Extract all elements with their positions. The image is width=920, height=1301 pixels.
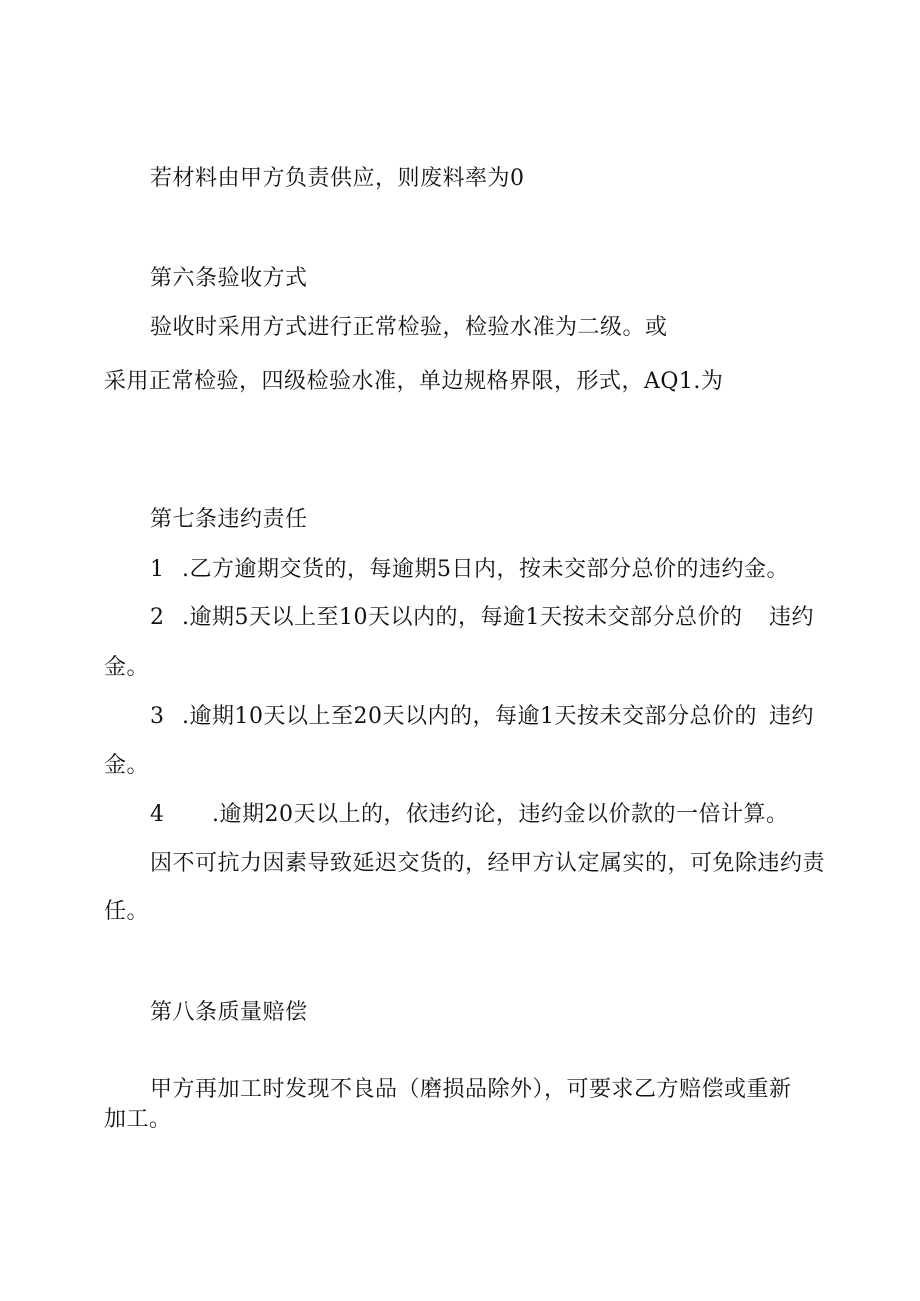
force-majeure-line-1: 因不可抗力因素导致延迟交货的，经甲方认定属实的，可免除违约责 [150,851,826,876]
item-1-number: 1 [150,557,165,582]
item-1-text: .乙方逾期交货的，每逾期5日内，按未交部分总价的违约金。 [182,557,789,582]
item-4-text: .逾期20天以上的，依违约论，违约金以价款的一倍计算。 [212,802,789,827]
item-3-number: 3 [150,704,165,729]
article-8-line-1: 甲方再加工时发现不良品（磨损品除外），可要求乙方赔偿或重新 [150,1077,792,1102]
item-2-text: .逾期5天以上至10天以内的，每逾1天按未交部分总价的 [182,605,743,630]
item-3 [150,702,757,732]
item-3-text: .逾期10天以上至20天以内的，每逾1天按未交部分总价的 [182,704,757,729]
force-majeure-line-2: 任。 [104,899,150,924]
article-7-heading: 第七条违约责任 [150,507,308,532]
item-2-number: 2 [150,605,165,630]
item-2-continuation: 金。 [104,655,150,680]
article-8-line-2: 加工。 [104,1107,172,1132]
paragraph-scrap-rate: 若材料由甲方负责供应，则废料率为0 [150,166,525,191]
item-4-number: 4 [150,802,165,827]
item-1 [150,555,789,585]
article-6-line-1: 验收时采用方式进行正常检验，检验水准为二级。或 [150,315,668,340]
item-3-continuation: 金。 [104,753,150,778]
article-6-heading: 第六条验收方式 [150,266,308,291]
item-2 [150,603,742,633]
item-3-tail: 违约 [769,704,815,729]
item-2-tail: 违约 [769,605,815,630]
article-8-heading: 第八条质量赔偿 [150,1000,308,1025]
article-6-line-2: 采用正常检验，四级检验水准，单边规格界限，形式，AQ1.为 [104,369,724,394]
item-4 [150,800,789,830]
